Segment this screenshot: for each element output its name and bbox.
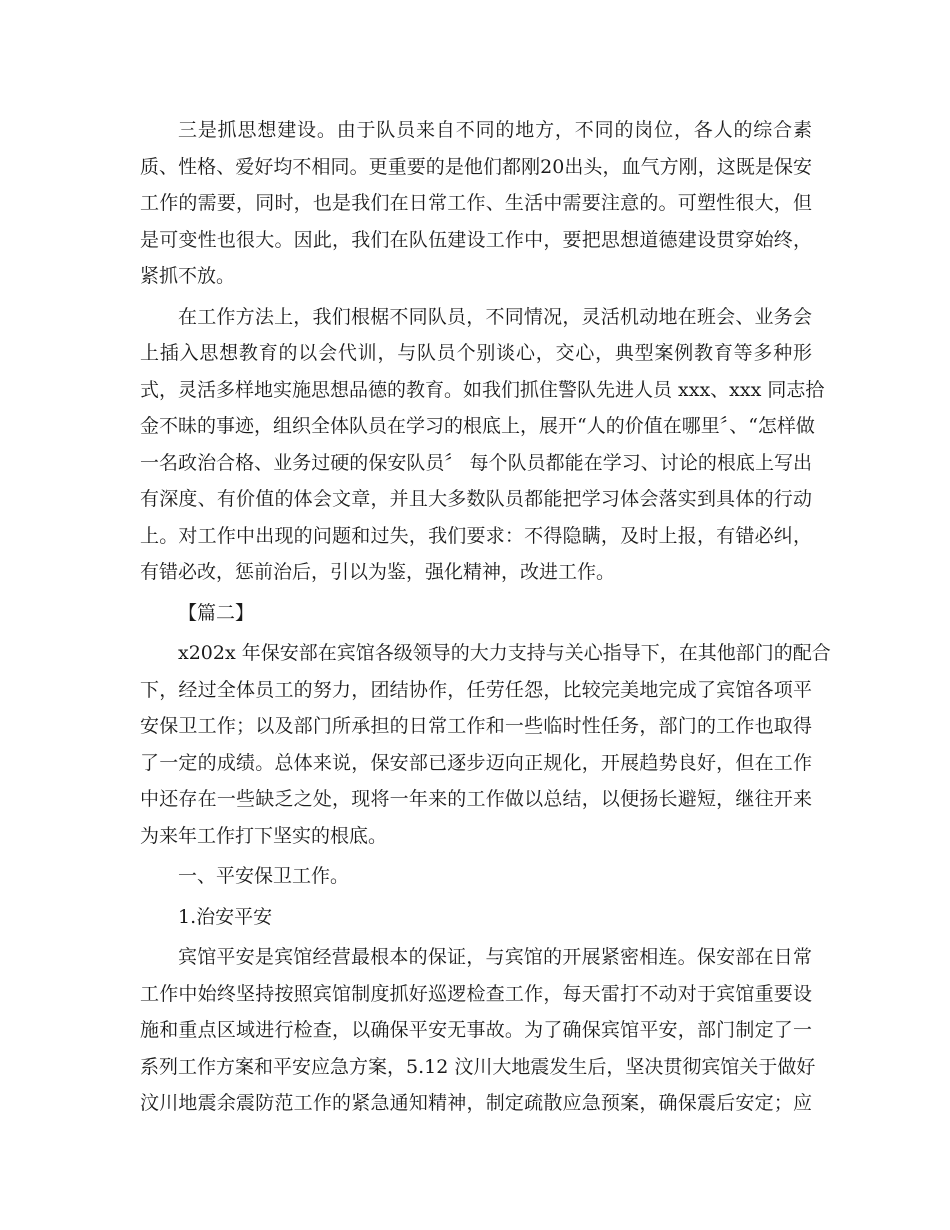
text-line: 上。对工作中出现的问题和过失，我们要求：不得隐瞒，及时上报，有错必纠，	[140, 524, 812, 547]
text-line: 下，经过全体员工的努力，团结协作，任劳任怨，比较完美地完成了宾馆各项平	[140, 678, 812, 701]
text-line: 工作中始终坚持按照宾馆制度抓好巡逻检查工作，每天雷打不动对于宾馆重要设	[140, 982, 812, 1005]
section-heading	[140, 595, 812, 632]
subheading-security	[140, 858, 812, 895]
document-body	[140, 112, 831, 1126]
text-line: x202x 年保安部在宾馆各级领导的大力支持与关心指导下，在其他部门的配合	[178, 642, 831, 664]
text-line: 系列工作方案和平安应急方案，5.12 汶川大地震发生后，坚决贯彻宾馆关于做好	[140, 1055, 816, 1078]
paragraph-summary	[140, 635, 831, 854]
text-line: 工作的需要，同时，也是我们在日常工作、生活中需要注意的。可塑性很大，但	[140, 192, 812, 214]
text-line: 中还存在一些缺乏之处，现将一年来的工作做以总结，以便扬长避短，继往开来	[140, 788, 812, 810]
text-line: 是可变性也很大。因此，我们在队伍建设工作中，要把思想道德建设贯穿始终，	[140, 228, 812, 251]
paragraph-methods	[140, 299, 825, 591]
paragraph-ideology	[140, 112, 812, 295]
text-line: 施和重点区域进行检查，以确保平安无事故。为了确保宾馆平安，部门制定了一	[140, 1019, 812, 1041]
text-line: 质、性格、爱好均不相同。更重要的是他们都刚20出头，血气方刚，这既是保安	[140, 155, 812, 178]
subheading-text: 1.治安平安	[178, 905, 273, 928]
text-line: 为来年工作打下坚实的根底。	[140, 824, 388, 847]
text-line: 上插入思想教育的以会代训，与队员个别谈心，交心，典型案例教育等多种形	[140, 342, 812, 364]
text-line: 安保卫工作；以及部门所承担的日常工作和一些临时性任务，部门的工作也取得	[140, 715, 812, 737]
text-line: 金不昧的事迹，组织全体队员在学习的根底上，展开“人的价值在哪里〞、“怎样做	[140, 415, 815, 437]
text-line: 汶川地震余震防范工作的紧急通知精神，制定疏散应急预案，确保震后安定；应	[140, 1092, 812, 1114]
text-line: 一名政治合格、业务过硬的保安队员〞 每个队员都能在学习、讨论的根底上写出	[140, 451, 812, 474]
section-title: 【篇二】	[178, 601, 255, 624]
text-line: 紧抓不放。	[140, 265, 236, 287]
text-line: 在工作方法上，我们根椐不同队员，不同情况，灵活机动地在班会、业务会	[178, 305, 812, 328]
text-line: 式，灵活多样地实施思想品德的教育。如我们抓住警队先进人员 xxx、xxx 同志拾	[140, 378, 825, 401]
paragraph-hotel-safety	[140, 939, 816, 1122]
subheading-public-order	[140, 899, 812, 936]
text-line: 有错必改，惩前治后，引以为鉴，强化精神，改进工作。	[140, 561, 616, 583]
text-line: 有深度、有价值的体会文章，并且大多数队员都能把学习体会落实到具体的行动	[140, 488, 812, 510]
text-line: 了一定的成绩。总体来说，保安部已逐步迈向正规化，开展趋势良好，但在工作	[140, 751, 812, 774]
subheading-text: 一、平安保卫工作。	[178, 865, 350, 887]
text-line: 宾馆平安是宾馆经营最根本的保证，与宾馆的开展紧密相连。保安部在日常	[178, 946, 812, 968]
text-line: 三是抓思想建设。由于队员来自不同的地方，不同的岗位，各人的综合素	[178, 119, 812, 141]
